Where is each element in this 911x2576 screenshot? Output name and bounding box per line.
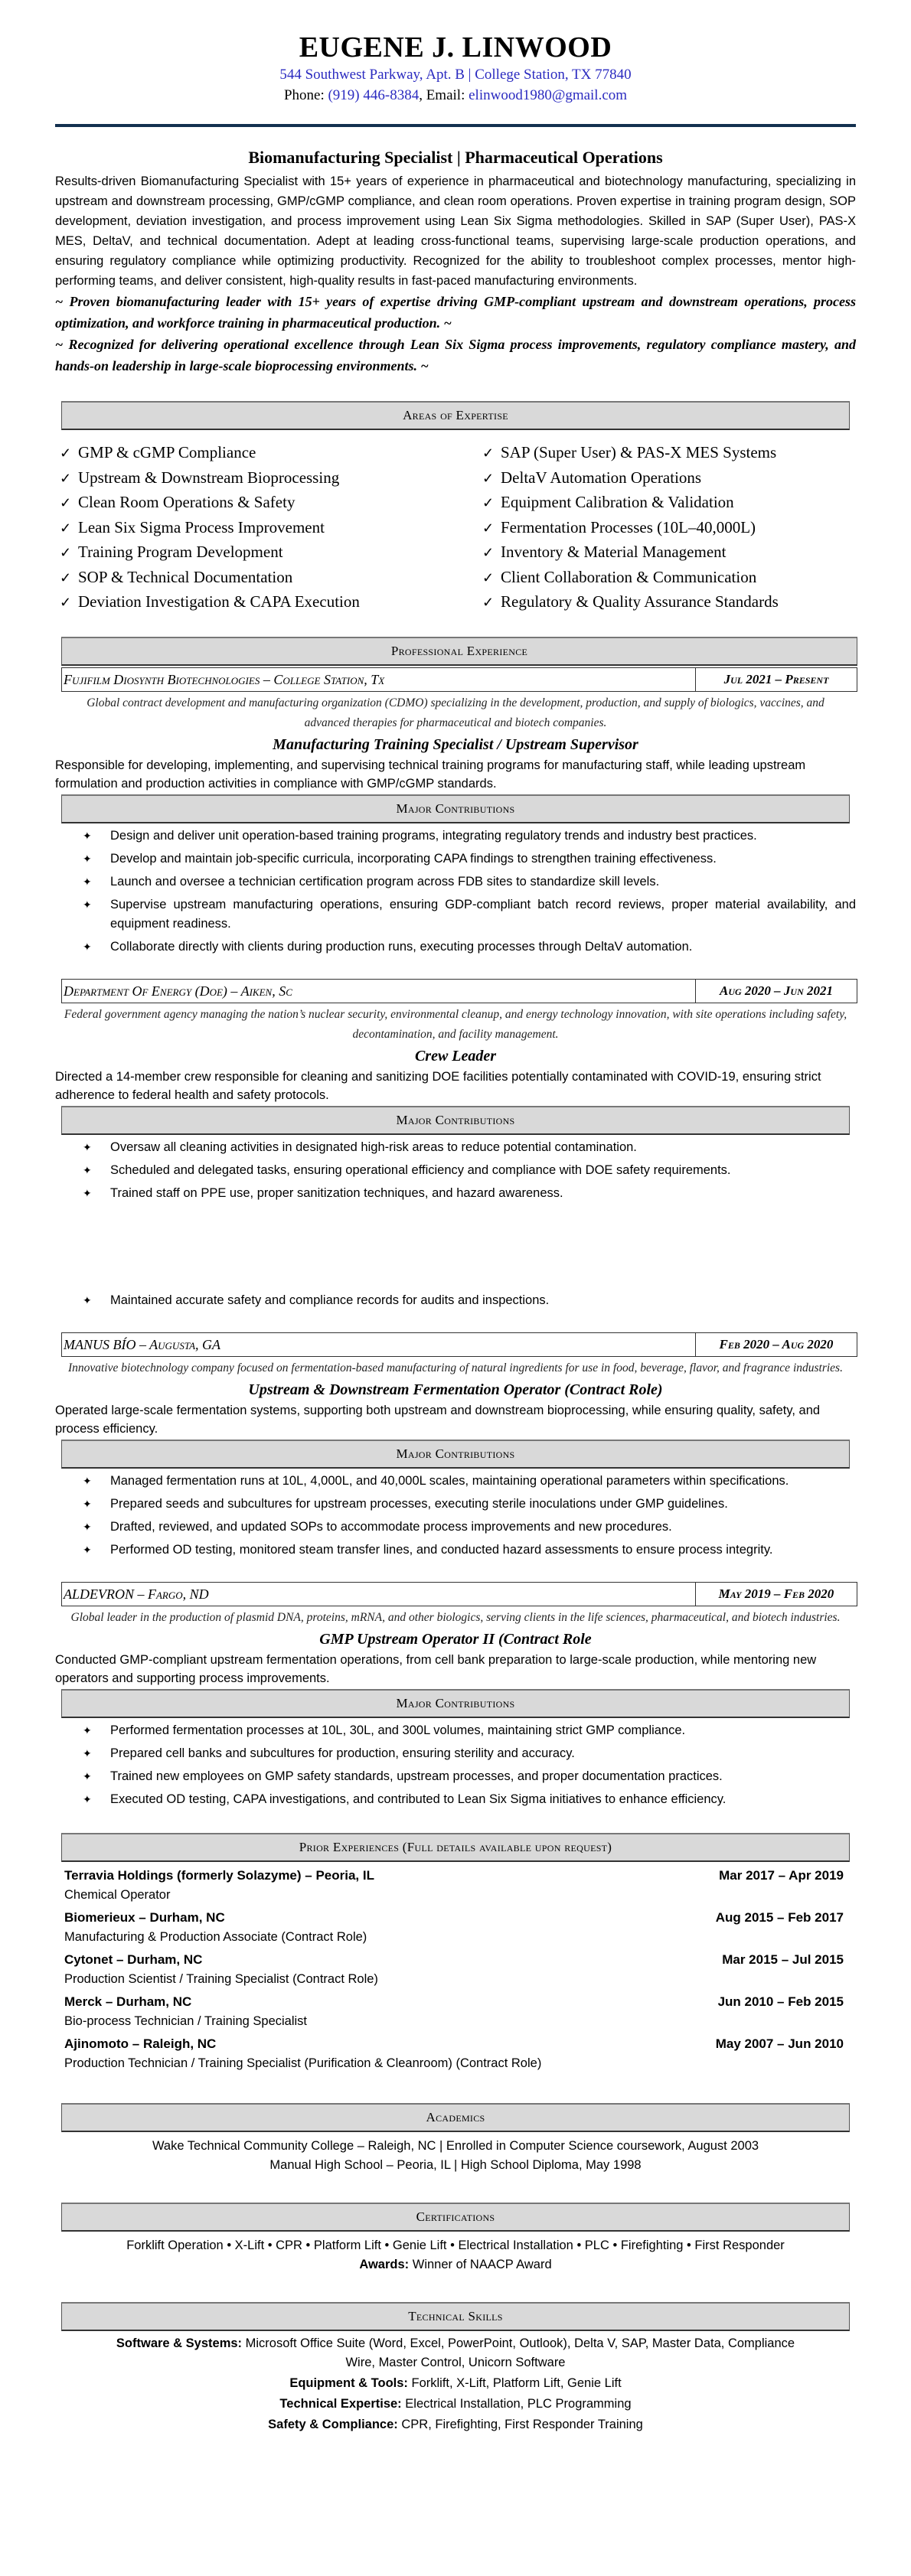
prior-company: Ajinomoto – Raleigh, NC xyxy=(64,2036,217,2051)
diamond-bullet-icon: ✦ xyxy=(83,1497,92,1510)
company-box xyxy=(61,1582,857,1606)
company-name: MANUS BÍO – Augusta, GA xyxy=(64,1336,221,1352)
skills-section xyxy=(55,2302,856,2434)
expertise-item: ✓ Client Collaboration & Communication xyxy=(482,566,856,591)
contributions-list xyxy=(55,827,856,957)
company-description: Global contract development and manufacturing organization (CDMO) specializing in the development, production, and supply of biologics, vaccines, and advanced therapies for pharmaceutical and biotech companies. xyxy=(87,696,824,729)
list-item: ✦ Scheduled and delegated tasks, ensuring operational efficiency and compliance with DOE safety requirements. xyxy=(110,1161,856,1180)
role-description: Directed a 14-member crew responsible for cleaning and sanitizing DOE facilities potentially contaminated with COVID-19, ensuring strict adherence to federal health and safety protocols. xyxy=(55,1069,821,1102)
diamond-bullet-icon: ✦ xyxy=(83,1520,92,1533)
diamond-bullet-icon: ✦ xyxy=(83,1163,92,1176)
skill-value: Electrical Installation, PLC Programming xyxy=(401,2396,632,2411)
contributions-list xyxy=(55,1138,856,1310)
diamond-bullet-icon: ✦ xyxy=(83,875,92,888)
diamond-bullet-icon: ✦ xyxy=(83,1140,92,1153)
skill-line xyxy=(101,2395,810,2414)
job-dates: Feb 2020 – Aug 2020 xyxy=(695,1333,857,1356)
diamond-bullet-icon: ✦ xyxy=(83,1474,92,1487)
skill-label: Software & Systems: xyxy=(116,2336,243,2350)
section-header-experience: Professional Experience xyxy=(61,637,857,666)
list-item: ✦ Performed OD testing, monitored steam transfer lines, and conducted hazard assessments to ensure process integrity. xyxy=(110,1541,856,1560)
address: 544 Southwest Parkway, Apt. B | College Station, TX 77840 xyxy=(279,67,632,83)
company-name: Fujifilm Diosynth Biotechnologies – College Station, Tx xyxy=(64,671,385,687)
role-description: Conducted GMP-compliant upstream fermentation operations, from cell bank preparation to large-scale production, while mentoring new operators and supporting process improvements. xyxy=(55,1652,817,1685)
skill-line xyxy=(101,2415,810,2434)
awards-label: Awards: xyxy=(359,2257,410,2271)
job-dates: Jul 2021 – Present xyxy=(695,668,857,691)
expertise-item: ✓ Upstream & Downstream Bioprocessing xyxy=(60,466,449,491)
diamond-bullet-icon: ✦ xyxy=(83,1293,92,1306)
prior-dates: Jun 2010 – Feb 2015 xyxy=(717,1994,844,2009)
checkmark-icon: ✓ xyxy=(60,495,72,510)
expertise-item: ✓ Deviation Investigation & CAPA Execution xyxy=(60,590,449,615)
skill-line xyxy=(101,2374,810,2393)
list-item: ✦ Trained new employees on GMP safety standards, upstream processes, and proper documentation practices. xyxy=(110,1767,856,1786)
prior-dates: May 2007 – Jun 2010 xyxy=(715,2036,844,2051)
prior-dates: Mar 2015 – Jul 2015 xyxy=(722,1952,844,1967)
checkmark-icon: ✓ xyxy=(482,445,495,461)
skill-label: Technical Expertise: xyxy=(279,2396,402,2411)
list-item: ✦ Oversaw all cleaning activities in designated high-risk areas to reduce potential contamination. xyxy=(110,1138,856,1157)
job-entry xyxy=(55,1332,856,1560)
prior-item xyxy=(55,1949,856,1988)
company-box xyxy=(61,979,857,1003)
role-description: Responsible for developing, implementing, and supervising technical training programs for manufacturing staff, while leading upstream formulation and production activities in compliance with GMP/cGMP standards. xyxy=(55,758,806,791)
list-item: ✦ Develop and maintain job-specific curricula, incorporating CAPA findings to strengthen training effectiveness. xyxy=(110,849,856,869)
skill-value: Forklift, X-Lift, Platform Lift, Genie Lift xyxy=(407,2375,622,2390)
prior-title: Bio-process Technician / Training Specialist xyxy=(64,2014,308,2028)
diamond-bullet-icon: ✦ xyxy=(83,1746,92,1759)
checkmark-icon: ✓ xyxy=(60,470,72,486)
diamond-bullet-icon: ✦ xyxy=(83,852,92,865)
contact-line xyxy=(55,85,856,106)
company-description: Federal government agency managing the nation’s nuclear security, environmental cleanup, and energy technology innovation, with site operations including safety, decontamination, and facility management. xyxy=(64,1007,847,1041)
list-item: ✦ Executed OD testing, CAPA investigations, and contributed to Lean Six Sigma initiatives to enhance efficiency. xyxy=(110,1790,856,1809)
skill-value: Microsoft Office Suite (Word, Excel, PowerPoint, Outlook), Delta V, SAP, Master Data, Compliance Wire, Master Control, Unicorn Software xyxy=(242,2336,795,2369)
list-item: ✦ Design and deliver unit operation-based training programs, integrating regulatory trends and industry best practices. xyxy=(110,827,856,846)
checkmark-icon: ✓ xyxy=(60,595,72,610)
expertise-item: ✓ GMP & cGMP Compliance xyxy=(60,441,449,466)
expertise-item: ✓ SAP (Super User) & PAS-X MES Systems xyxy=(482,441,856,466)
skill-value: CPR, Firefighting, First Responder Training xyxy=(397,2417,643,2431)
job-entry xyxy=(55,1582,856,1809)
expertise-item: ✓ Training Program Development xyxy=(60,540,449,566)
expertise-section xyxy=(55,401,856,623)
prior-title: Production Technician / Training Specialist (Purification & Cleanroom) (Contract Role) xyxy=(64,2056,542,2070)
diamond-bullet-icon: ✦ xyxy=(83,1723,92,1736)
diamond-bullet-icon: ✦ xyxy=(83,898,92,911)
expertise-item: ✓ Regulatory & Quality Assurance Standards xyxy=(482,590,856,615)
education-entry: Wake Technical Community College – Raleigh, NC | Enrolled in Computer Science coursework, August 2003 xyxy=(152,2138,759,2153)
list-item: ✦ Prepared seeds and subcultures for upstream processes, executing sterile inoculations under GMP guidelines. xyxy=(110,1495,856,1514)
header-divider xyxy=(55,124,856,127)
list-item: ✦ Launch and oversee a technician certification program across FDB sites to standardize skill levels. xyxy=(110,872,856,892)
job-entry xyxy=(55,979,856,1310)
certifications-list: Forklift Operation • X-Lift • CPR • Platform Lift • Genie Lift • Electrical Installation • PLC • Firefighting • First Responder xyxy=(126,2238,785,2252)
expertise-column-left xyxy=(60,441,449,615)
checkmark-icon: ✓ xyxy=(482,595,495,610)
certifications-section xyxy=(55,2203,856,2274)
diamond-bullet-icon: ✦ xyxy=(83,1543,92,1556)
company-description: Innovative biotechnology company focused on fermentation-based manufacturing of natural ingredients for use in food, beverage, flavor, and fragrance industries. xyxy=(68,1361,843,1374)
prior-company: Biomerieux – Durham, NC xyxy=(64,1909,225,1925)
checkmark-icon: ✓ xyxy=(60,545,72,560)
expertise-item: ✓ SOP & Technical Documentation xyxy=(60,566,449,591)
list-item: ✦ Performed fermentation processes at 10L, 30L, and 300L volumes, maintaining strict GMP compliance. xyxy=(110,1721,856,1740)
list-item: ✦ Prepared cell banks and subcultures for production, ensuring sterility and accuracy. xyxy=(110,1744,856,1763)
skill-line xyxy=(101,2334,810,2372)
prior-company: Terravia Holdings (formerly Solazyme) – Peoria, IL xyxy=(64,1867,374,1883)
expertise-item: ✓ Clean Room Operations & Safety xyxy=(60,491,449,516)
prior-title: Production Scientist / Training Specialist (Contract Role) xyxy=(64,1971,378,1986)
experience-section xyxy=(55,637,856,1809)
prior-dates: Mar 2017 – Apr 2019 xyxy=(719,1867,844,1883)
section-header-certifications: Certifications xyxy=(61,2203,850,2232)
prior-title: Manufacturing & Production Associate (Contract Role) xyxy=(64,1929,367,1944)
job-title: GMP Upstream Operator II (Contract Role xyxy=(319,1630,592,1648)
section-header-contributions: Major Contributions xyxy=(61,794,850,823)
awards-value: Winner of NAACP Award xyxy=(409,2257,552,2271)
list-item: ✦ Trained staff on PPE use, proper sanitization techniques, and hazard awareness. xyxy=(110,1184,856,1203)
candidate-name: EUGENE J. LINWOOD xyxy=(299,31,612,64)
list-item: ✦ Supervise upstream manufacturing operations, ensuring GDP-compliant batch record reviews, proper material availability, and equipment readiness. xyxy=(110,895,856,934)
checkmark-icon: ✓ xyxy=(482,495,495,510)
phone-label: Phone: xyxy=(283,87,328,103)
tagline-1: ~ Proven biomanufacturing leader with 15+ years of expertise driving GMP-compliant upstream and downstream operations, process optimization, and workforce training in pharmaceutical production. ~ xyxy=(55,294,856,331)
expertise-item: ✓ DeltaV Automation Operations xyxy=(482,466,856,491)
checkmark-icon: ✓ xyxy=(482,545,495,560)
list-item: ✦ Collaborate directly with clients during production runs, executing processes through DeltaV automation. xyxy=(110,937,856,957)
checkmark-icon: ✓ xyxy=(482,520,495,536)
checkmark-icon: ✓ xyxy=(60,445,72,461)
section-header-contributions: Major Contributions xyxy=(61,1689,850,1718)
company-name: ALDEVRON – Fargo, ND xyxy=(64,1586,209,1602)
summary-text: Results-driven Biomanufacturing Specialist with 15+ years of experience in pharmaceutical and biotechnology manufacturing, specializing in upstream and downstream processing, GMP/cGMP compliance, and clean room operations. Proven expertise in training program design, SOP development, deviation investigation, and process improvement using Lean Six Sigma methodologies. Skilled in SAP (Super User), PAS-X MES, DeltaV, and technical documentation. Adept at leading cross-functional teams, supervising large-scale production operations, and ensuring regulatory compliance while optimizing productivity. Recognized for the ability to troubleshoot complex processes, mentor high-performing teams, and deliver consistent, high-quality results in fast-paced manufacturing environments. xyxy=(55,174,856,288)
expertise-item: ✓ Lean Six Sigma Process Improvement xyxy=(60,516,449,541)
section-header-skills: Technical Skills xyxy=(61,2302,850,2331)
skill-label: Equipment & Tools: xyxy=(289,2375,408,2390)
prior-title: Chemical Operator xyxy=(64,1887,171,1902)
company-name: Department Of Energy (Doe) – Aiken, Sc xyxy=(64,983,292,999)
job-entry xyxy=(55,667,856,957)
job-title: Manufacturing Training Specialist / Upstream Supervisor xyxy=(273,735,638,753)
checkmark-icon: ✓ xyxy=(60,569,72,585)
prior-company: Merck – Durham, NC xyxy=(64,1994,192,2009)
prior-dates: Aug 2015 – Feb 2017 xyxy=(715,1909,844,1925)
expertise-item: ✓ Equipment Calibration & Validation xyxy=(482,491,856,516)
checkmark-icon: ✓ xyxy=(60,520,72,536)
section-header-contributions: Major Contributions xyxy=(61,1106,850,1135)
section-header-academics: Academics xyxy=(61,2103,850,2132)
list-item: ✦ Managed fermentation runs at 10L, 4,000L, and 40,000L scales, maintaining operational parameters within specifications. xyxy=(110,1472,856,1491)
headline: Biomanufacturing Specialist | Pharmaceutical Operations xyxy=(248,148,663,167)
company-box xyxy=(61,1332,857,1357)
skill-label: Safety & Compliance: xyxy=(268,2417,398,2431)
diamond-bullet-icon: ✦ xyxy=(83,940,92,953)
job-title: Upstream & Downstream Fermentation Operator (Contract Role) xyxy=(248,1381,663,1398)
section-header-prior: Prior Experiences (Full details available upon request) xyxy=(61,1833,850,1862)
diamond-bullet-icon: ✦ xyxy=(83,1186,92,1199)
phone-link[interactable]: (919) 446-8384 xyxy=(328,87,420,103)
diamond-bullet-icon: ✦ xyxy=(83,1769,92,1782)
expertise-item: ✓ Inventory & Material Management xyxy=(482,540,856,566)
summary-section xyxy=(55,147,856,377)
expertise-grid xyxy=(55,430,856,623)
diamond-bullet-icon: ✦ xyxy=(83,829,92,842)
company-box xyxy=(61,667,857,692)
contributions-list xyxy=(55,1721,856,1809)
section-header-expertise: Areas of Expertise xyxy=(61,401,850,430)
prior-item xyxy=(55,2033,856,2072)
company-description: Global leader in the production of plasmid DNA, proteins, mRNA, and other biologics, serving clients in the life sciences, pharmaceutical, and biotech industries. xyxy=(70,1610,841,1624)
contributions-list xyxy=(55,1472,856,1560)
job-dates: Aug 2020 – Jun 2021 xyxy=(695,980,857,1003)
checkmark-icon: ✓ xyxy=(482,470,495,486)
resume-header xyxy=(55,31,856,127)
job-dates: May 2019 – Feb 2020 xyxy=(695,1583,857,1606)
expertise-column-right xyxy=(467,441,856,615)
prior-item xyxy=(55,1865,856,1904)
page-break-gap xyxy=(110,1207,856,1291)
list-item: ✦ Maintained accurate safety and compliance records for audits and inspections. xyxy=(110,1291,856,1310)
section-header-contributions: Major Contributions xyxy=(61,1440,850,1469)
prior-company: Cytonet – Durham, NC xyxy=(64,1952,203,1967)
prior-item xyxy=(55,1991,856,2030)
role-description: Operated large-scale fermentation systems, supporting both upstream and downstream bioprocessing, while ensuring quality, safety, and process efficiency. xyxy=(55,1403,821,1436)
expertise-item: ✓ Fermentation Processes (10L–40,000L) xyxy=(482,516,856,541)
list-item: ✦ Drafted, reviewed, and updated SOPs to accommodate process improvements and new procedures. xyxy=(110,1518,856,1537)
awards-line xyxy=(55,2255,856,2274)
checkmark-icon: ✓ xyxy=(482,569,495,585)
prior-experience-section xyxy=(55,1833,856,2072)
tagline-2: ~ Recognized for delivering operational excellence through Lean Six Sigma process improvements, regulatory compliance mastery, and hands-on leadership in large-scale bioprocessing environments. ~ xyxy=(55,337,856,373)
job-title: Crew Leader xyxy=(414,1047,497,1065)
education-entry: Manual High School – Peoria, IL | High School Diploma, May 1998 xyxy=(269,2157,642,2172)
diamond-bullet-icon: ✦ xyxy=(83,1792,92,1805)
academics-section xyxy=(55,2103,856,2175)
email-label: , Email: xyxy=(419,87,469,103)
prior-item xyxy=(55,1907,856,1946)
email-link[interactable]: elinwood1980@gmail.com xyxy=(469,87,628,103)
